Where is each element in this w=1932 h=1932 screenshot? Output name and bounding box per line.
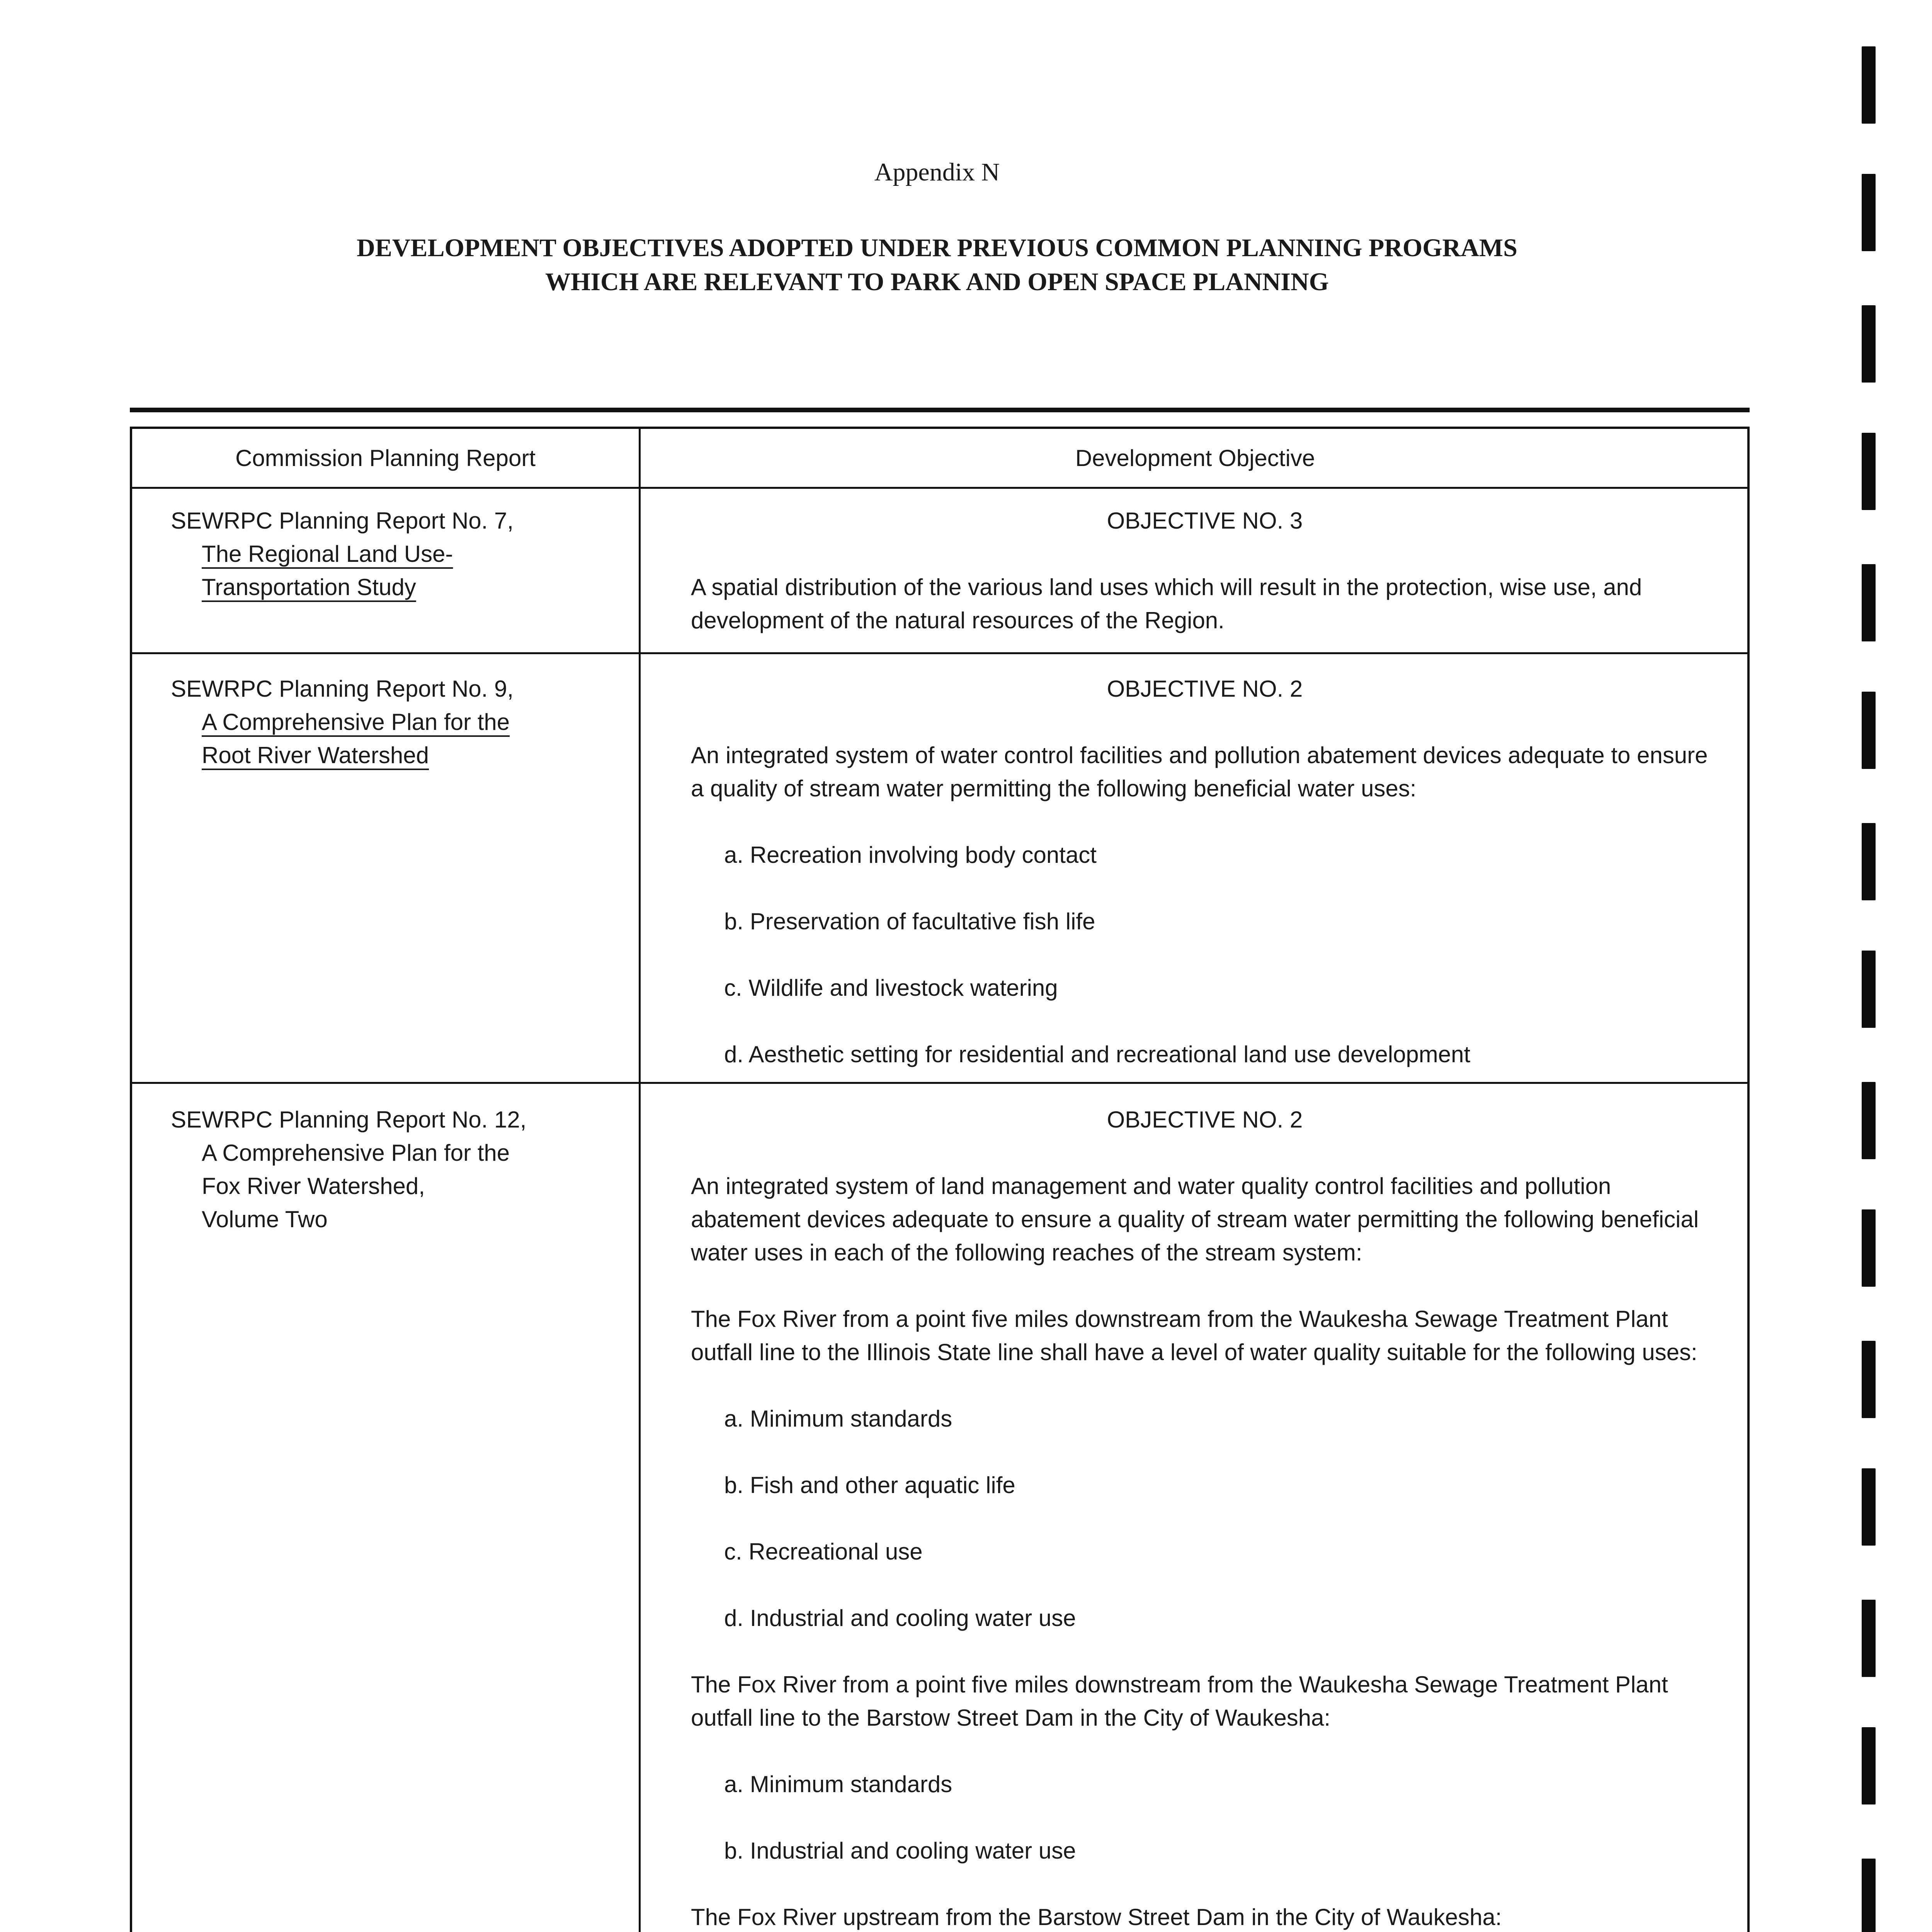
list-item: b. Fish and other aquatic life [724, 1472, 1015, 1498]
list-item: d. Industrial and cooling water use [724, 1605, 1076, 1631]
report-cell [171, 672, 631, 772]
row-divider [132, 1082, 1747, 1084]
objective-cell [691, 672, 1719, 1071]
binding-hole [1862, 951, 1876, 1028]
binding-hole [1862, 305, 1876, 383]
objective-paragraph: An integrated system of water control facilities and pollution abatement devices adequate to ensure a quality of stream water permitting the following beneficial water uses: [691, 742, 1708, 801]
objective-title: OBJECTIVE NO. 2 [1107, 1107, 1303, 1133]
page-title [0, 231, 1874, 299]
report-cell [171, 1103, 631, 1236]
binding-hole [1862, 823, 1876, 900]
report-cell [171, 504, 631, 604]
top-rule [130, 408, 1750, 412]
report-number: SEWRPC Planning Report No. 9, [171, 676, 514, 702]
reach-paragraph: The Fox River upstream from the Barstow Street Dam in the City of Waukesha: [691, 1904, 1502, 1930]
row-divider [132, 652, 1747, 654]
title-line-1: DEVELOPMENT OBJECTIVES ADOPTED UNDER PREVIOUS COMMON PLANNING PROGRAMS [357, 234, 1517, 262]
reach-paragraph: The Fox River from a point five miles downstream from the Waukesha Sewage Treatment Plant outfall line to the Illinois State line shall have a level of water quality suitable for the following uses: [691, 1306, 1697, 1365]
list-item: c. Recreational use [724, 1539, 923, 1565]
column-header-report: Commission Planning Report [235, 445, 536, 471]
appendix-label: Appendix N [874, 158, 1000, 186]
binding-hole [1862, 1468, 1876, 1546]
list-item: a. Recreation involving body contact [724, 842, 1097, 868]
binding-hole [1862, 1727, 1876, 1804]
report-title-line: A Comprehensive Plan for the [202, 1140, 510, 1166]
list-item: d. Aesthetic setting for residential and recreational land use development [724, 1041, 1471, 1067]
report-title-line: Root River Watershed [202, 742, 429, 768]
report-title-line: The Regional Land Use- [202, 541, 453, 567]
list-item: c. Wildlife and livestock watering [724, 975, 1058, 1001]
list-item: a. Minimum standards [724, 1771, 952, 1797]
objective-paragraph: An integrated system of land management and water quality control facilities and pollution abatement devices adequate to ensure a quality of stream water permitting the following beneficial water uses in each of the following reaches of the stream system: [691, 1173, 1699, 1265]
objective-paragraph: A spatial distribution of the various land uses which will result in the protection, wise use, and development of the natural resources of the Region. [691, 574, 1642, 633]
column-header-objective: Development Objective [1075, 445, 1315, 471]
report-title-line: Volume Two [202, 1206, 328, 1232]
list-item: a. Minimum standards [724, 1406, 952, 1432]
report-title-line: Transportation Study [202, 574, 416, 600]
objective-cell [691, 504, 1719, 637]
objective-title: OBJECTIVE NO. 2 [1107, 676, 1303, 702]
reach-paragraph: The Fox River from a point five miles downstream from the Waukesha Sewage Treatment Plant outfall line to the Barstow Street Dam in the City of Waukesha: [691, 1672, 1668, 1731]
header-divider [132, 487, 1747, 489]
report-title-line: A Comprehensive Plan for the [202, 709, 510, 735]
binding-hole [1862, 1859, 1876, 1932]
column-divider [639, 429, 641, 1932]
objective-title: OBJECTIVE NO. 3 [1107, 508, 1303, 534]
binding-hole [1862, 46, 1876, 124]
report-title-line: Fox River Watershed, [202, 1173, 425, 1199]
binding-hole [1862, 1341, 1876, 1418]
objective-cell [691, 1103, 1719, 1932]
binding-hole [1862, 564, 1876, 641]
objectives-table [130, 427, 1750, 1932]
report-number: SEWRPC Planning Report No. 12, [171, 1107, 527, 1133]
binding-hole [1862, 433, 1876, 510]
title-line-2: WHICH ARE RELEVANT TO PARK AND OPEN SPACE PLANNING [545, 268, 1329, 296]
binding-hole [1862, 1209, 1876, 1287]
binding-hole [1862, 1082, 1876, 1159]
report-number: SEWRPC Planning Report No. 7, [171, 508, 514, 534]
binding-hole [1862, 1600, 1876, 1677]
list-item: b. Preservation of facultative fish life [724, 908, 1095, 934]
list-item: b. Industrial and cooling water use [724, 1838, 1076, 1864]
binding-hole [1862, 692, 1876, 769]
